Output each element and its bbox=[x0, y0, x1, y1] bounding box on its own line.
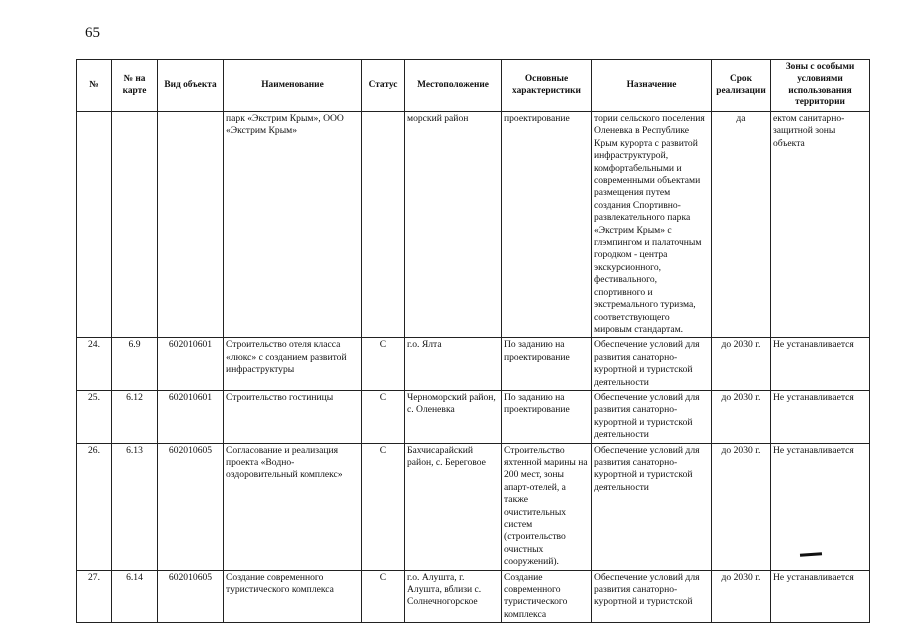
cell-term: до 2030 г. bbox=[712, 390, 771, 443]
cell-status: С bbox=[362, 570, 405, 623]
col-header-status: Статус bbox=[362, 60, 405, 112]
table-header-row bbox=[77, 60, 870, 112]
cell-zones: Не устанавливается bbox=[771, 390, 870, 443]
cell-characteristics: проектирование bbox=[502, 112, 592, 338]
col-header-term: Срок реализации bbox=[712, 60, 771, 112]
cell-location: г.о. Ялта bbox=[405, 338, 502, 391]
cell-zones: Не устанавливается bbox=[771, 443, 870, 570]
table-row bbox=[77, 338, 870, 391]
cell-location: г.о. Алушта, г. Алушта, вблизи с. Солнечногорское bbox=[405, 570, 502, 623]
cell-status bbox=[362, 112, 405, 338]
col-header-zones: Зоны с особыми условиями использования территории bbox=[771, 60, 870, 112]
cell-name: Создание современного туристического комплекса bbox=[224, 570, 362, 623]
cell-term: до 2030 г. bbox=[712, 338, 771, 391]
table-row bbox=[77, 112, 870, 338]
cell-type: 602010605 bbox=[158, 443, 224, 570]
cell-type: 602010601 bbox=[158, 390, 224, 443]
cell-term: да bbox=[712, 112, 771, 338]
cell-map: 6.13 bbox=[112, 443, 158, 570]
page-number: 65 bbox=[85, 25, 100, 41]
planning-table bbox=[76, 59, 870, 623]
col-header-characteristics: Основные характеристики bbox=[502, 60, 592, 112]
cell-zones: Не устанавливается bbox=[771, 338, 870, 391]
cell-type bbox=[158, 112, 224, 338]
cell-map bbox=[112, 112, 158, 338]
cell-name: парк «Экстрим Крым», ООО «Экстрим Крым» bbox=[224, 112, 362, 338]
cell-term: до 2030 г. bbox=[712, 570, 771, 623]
table-row bbox=[77, 570, 870, 623]
cell-characteristics: По заданию на проектирование bbox=[502, 338, 592, 391]
cell-status: С bbox=[362, 390, 405, 443]
cell-num: 27. bbox=[77, 570, 112, 623]
col-header-map: № на карте bbox=[112, 60, 158, 112]
cell-type: 602010601 bbox=[158, 338, 224, 391]
cell-name: Строительство гостиницы bbox=[224, 390, 362, 443]
cell-status: С bbox=[362, 443, 405, 570]
cell-num: 26. bbox=[77, 443, 112, 570]
col-header-location: Местоположение bbox=[405, 60, 502, 112]
cell-location: Черноморский район, с. Оленевка bbox=[405, 390, 502, 443]
col-header-name: Наименование bbox=[224, 60, 362, 112]
cell-num bbox=[77, 112, 112, 338]
col-header-type: Вид объекта bbox=[158, 60, 224, 112]
cell-characteristics: По заданию на проектирование bbox=[502, 390, 592, 443]
cell-location: Бахчисарайский район, с. Береговое bbox=[405, 443, 502, 570]
cell-map: 6.9 bbox=[112, 338, 158, 391]
col-header-purpose: Назначение bbox=[592, 60, 712, 112]
cell-purpose: тории сельского поселения Оленевка в Республике Крым курорта с развитой инфраструктурой, комфортабельными и современными объектами размещения путем создания Спортивно-развлекательного парка «Экстрим Крым» с глэмпингом и палаточным городком - центра экскурсионного, фестивального, спортивного и экстремального туризма, соответствующего мировым стандартам. bbox=[592, 112, 712, 338]
cell-purpose: Обеспечение условий для развития санаторно-курортной и туристской bbox=[592, 570, 712, 623]
cell-num: 24. bbox=[77, 338, 112, 391]
table-row bbox=[77, 443, 870, 570]
cell-characteristics: Строительство яхтенной марины на 200 мест, зоны апарт-отелей, а также очистительных систем (строительство очистных сооружений). bbox=[502, 443, 592, 570]
cell-map: 6.12 bbox=[112, 390, 158, 443]
col-header-num: № bbox=[77, 60, 112, 112]
cell-zones: Не устанавливается bbox=[771, 570, 870, 623]
cell-purpose: Обеспечение условий для развития санаторно-курортной и туристской деятельности bbox=[592, 338, 712, 391]
cell-zones: ектом санитарно-защитной зоны объекта bbox=[771, 112, 870, 338]
cell-name: Согласование и реализация проекта «Водно-оздоровительный комплекс» bbox=[224, 443, 362, 570]
cell-name: Строительство отеля класса «люкс» с созданием развитой инфраструктуры bbox=[224, 338, 362, 391]
cell-purpose: Обеспечение условий для развития санаторно-курортной и туристской деятельности bbox=[592, 443, 712, 570]
cell-status: С bbox=[362, 338, 405, 391]
table-row bbox=[77, 390, 870, 443]
cell-purpose: Обеспечение условий для развития санаторно-курортной и туристской деятельности bbox=[592, 390, 712, 443]
cell-map: 6.14 bbox=[112, 570, 158, 623]
cell-num: 25. bbox=[77, 390, 112, 443]
cell-type: 602010605 bbox=[158, 570, 224, 623]
cell-location: морский район bbox=[405, 112, 502, 338]
cell-term: до 2030 г. bbox=[712, 443, 771, 570]
cell-characteristics: Создание современного туристического комплекса bbox=[502, 570, 592, 623]
